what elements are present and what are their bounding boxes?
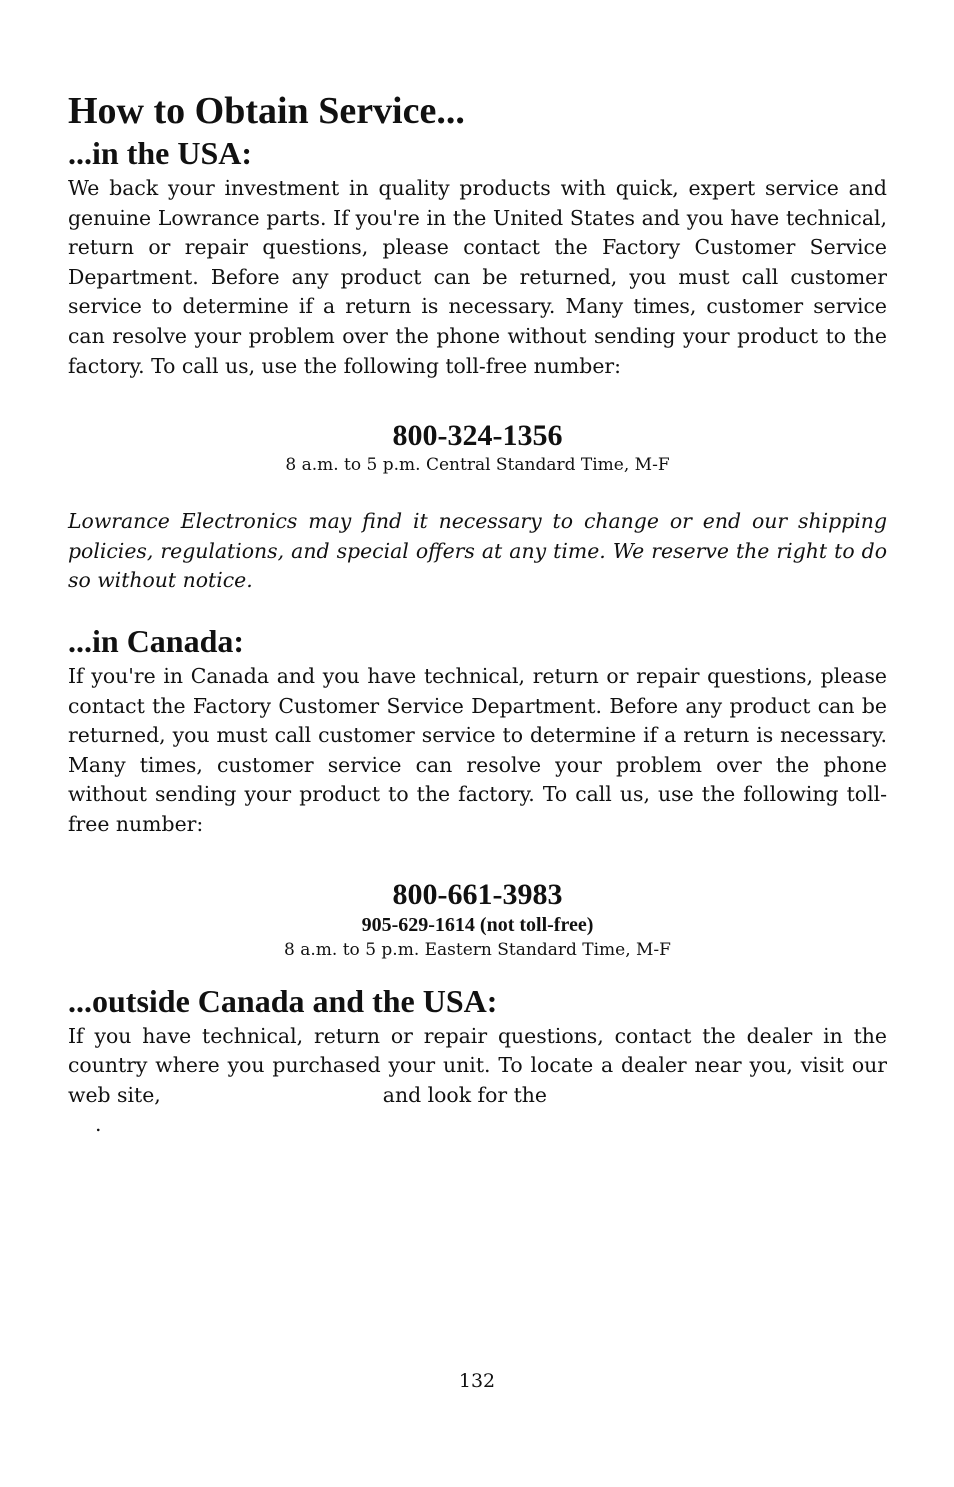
outside-paragraph — [68, 1022, 887, 1140]
policy-notice: Lowrance Electronics may find it necessary to change or end our shipping policies, regulations, and special offers at any time. We reserve the right to do so without notice. — [68, 509, 887, 593]
page-title: How to Obtain Service... — [68, 90, 465, 132]
section-heading-usa: ...in the USA: — [68, 135, 253, 171]
canada-paragraph: If you're in Canada and you have technical, return or repair questions, please contact the Factory Customer Service Department. Before any product can be returned, you must call customer service to determine if a return is necessary. Many times, customer service can resolve your problem over the phone without sending your product to the factory. To call us, use the following toll-free number: — [68, 663, 887, 836]
canada-hours: 8 a.m. to 5 p.m. Eastern Standard Time, M-F — [284, 939, 671, 960]
usa-phone-number: 800-324-1356 — [392, 419, 563, 453]
canada-phone-number: 800-661-3983 — [392, 877, 563, 911]
page-number: 132 — [458, 1370, 496, 1392]
section-heading-canada: ...in Canada: — [68, 622, 245, 659]
outside-paragraph-part1: If you have technical, return or repair questions, contact the dealer in the country where you purchased your unit. To locate a dealer near you, visit our web site, — [68, 1023, 887, 1107]
outside-paragraph-part2: and look for the — [382, 1082, 547, 1107]
outside-paragraph-end: . — [95, 1112, 102, 1137]
usa-paragraph: We back your investment in quality products with quick, expert service and genuine Lowrance parts. If you're in the United States and you have technical, return or repair questions, please contact the Factory Customer Service Department. Before any product can be returned, you must call customer service to determine if a return is necessary. Many times, customer service can resolve your problem over the phone without sending your product to the factory. To call us, use the following toll-free number: — [68, 176, 887, 378]
canada-phone-alt: 905-629-1614 (not toll-free) — [361, 913, 594, 936]
page-content — [68, 88, 887, 1140]
usa-hours: 8 a.m. to 5 p.m. Central Standard Time, M-F — [285, 455, 670, 476]
section-heading-outside: ...outside Canada and the USA: — [68, 982, 498, 1019]
